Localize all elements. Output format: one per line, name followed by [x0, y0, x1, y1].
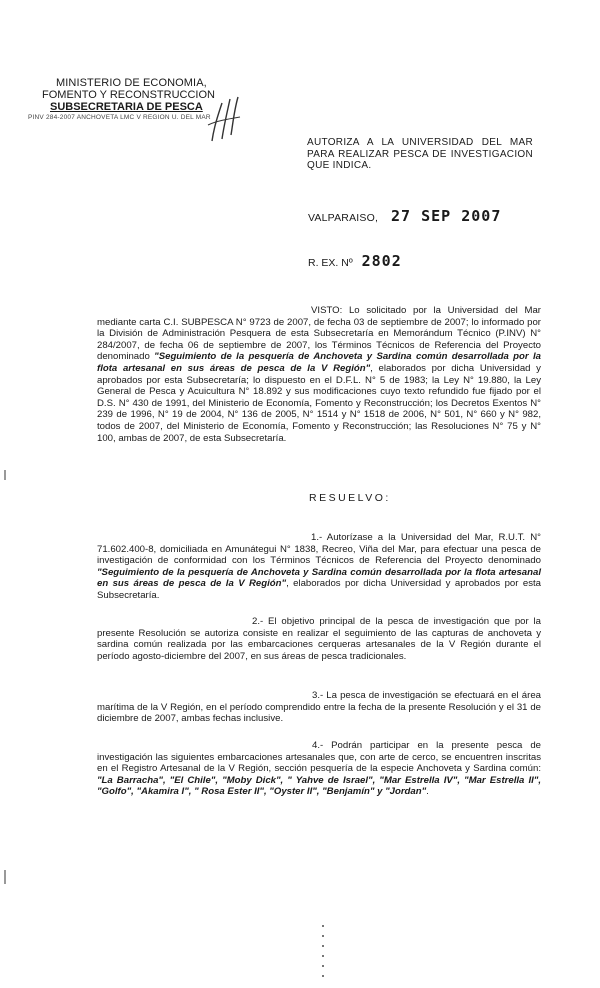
date-stamp: 27 SEP 2007: [391, 207, 502, 225]
visto-lead: VISTO:: [311, 305, 343, 316]
margin-mark: [4, 870, 6, 884]
place-date: [308, 207, 501, 225]
file-reference: PINV 284-2007 ANCHOVETA LMC V REGION U. DEL MAR: [28, 114, 211, 121]
resolution-label: R. EX. Nº: [308, 257, 353, 269]
visto-text: Lo solicitado por la Universidad del Mar mediante carta C.I. SUBPESCA N° 9723 de 2007, de fecha 03 de septiembre de 2007; lo informado por la División de Administración Pesquera de esta Subsecretaría en Memorándum Técnico (P.INV) N° 284/2007, de fecha 06 de septiembre de 2007, los Términos Técnicos de Referencia del Proyecto denominado: [97, 305, 541, 363]
resolution-subject: AUTORIZA A LA UNIVERSIDAD DEL MAR PARA REALIZAR PESCA DE INVESTIGACION QUE INDICA.: [307, 137, 533, 171]
resolution-number: [308, 252, 402, 270]
item-1-text-2: , elaborados por dicha Universidad y aprobados por esta Subsecretaría.: [97, 578, 541, 601]
item-3: [97, 690, 541, 725]
binding-marks: [322, 925, 326, 985]
item-1-text: 1.- Autorízase a la Universidad del Mar, R.U.T. N° 71.602.400-8, domiciliada en Amunátegui N° 1838, Recreo, Viña del Mar, para efectuar una pesca de investigación de conformidad con los Términos Técnicos de Referencia del Proyecto denominado: [97, 532, 541, 567]
resuelvo-heading: RESUELVO:: [309, 492, 391, 504]
item-4-text: 4.- Podrán participar en la presente pesca de investigación las siguientes embarcaciones artesanales que, con arte de cerco, se encuentren inscritas en el Registro Artesanal de la V Región, sección pesquería de la especie Anchoveta y Sardina común:: [97, 740, 541, 775]
item-4: [97, 740, 541, 798]
item-2-text: 2.- El objetivo principal de la pesca de investigación que por la presente Resolución se autoriza consiste en realizar el seguimiento de las capturas de anchoveta y sardina común realizada por las embarcaciones cerqueras artesanales de la V Región durante el período agosto-diciembre del 2007, en sus áreas de pesca tradicionales.: [97, 616, 541, 662]
item-3-text: 3.- La pesca de investigación se efectuará en el área marítima de la V Región, en el período comprendido entre la fecha de la presente Resolución y el 31 de diciembre de 2007, ambas fechas inclusive.: [97, 690, 541, 725]
item-4-vessels: "La Barracha", "El Chile", "Moby Dick", " Yahve de Israel", "Mar Estrella IV", "Mar Estrella II", "Golfo", "Akamira I", " Rosa Ester II", "Oyster II", "Benjamín" y "Jordan": [97, 774, 541, 798]
item-1: [97, 532, 541, 602]
initials-scribble: [200, 95, 255, 150]
item-4-text-2: .: [426, 786, 429, 798]
visto-section: [97, 305, 541, 444]
city: VALPARAISO,: [308, 212, 379, 224]
ministry-name-cont: FOMENTO Y RECONSTRUCCION: [42, 89, 215, 101]
item-1-project: "Seguimiento de la pesquería de Anchoveta y Sardina común desarrollada por la flota artesanal en sus áreas de pesca de la V Región": [97, 566, 541, 590]
visto-project: "Seguimiento de la pesquería de Anchoveta y Sardina común desarrollada por la flota artesanal en sus áreas de pesca de la V Región": [97, 351, 541, 374]
item-2: [97, 616, 541, 662]
visto-text-2: , elaborados por dicha Universidad y aprobados por esta Subsecretaría; lo dispuesto en el D.F.L. N° 5 de 1983; la Ley N° 19.880, la Ley General de Pesca y Acuicultura N° 18.892 y sus modificaciones cuyo texto refundido fue fijado por el D.S. N° 430 de 1991, del Ministerio de Economía, Fomento y Reconstrucción; los Decretos Exentos N° 239 de 1996, N° 19 de 2004, N° 136 de 2005, N° 1514 y N° 1518 de 2006, N° 501, N° 660 y N° 982, todos de 2007, del Ministerio de Economía, Fomento y Reconstrucción; las Resoluciones N° 75 y N° 100, ambas de 2007, de esta Subsecretaría.: [97, 362, 541, 444]
margin-mark: [4, 470, 6, 480]
subsecretaria-name: SUBSECRETARIA DE PESCA: [50, 101, 203, 113]
resolution-number-stamp: 2802: [361, 252, 402, 270]
ministry-name: MINISTERIO DE ECONOMIA,: [56, 77, 207, 89]
